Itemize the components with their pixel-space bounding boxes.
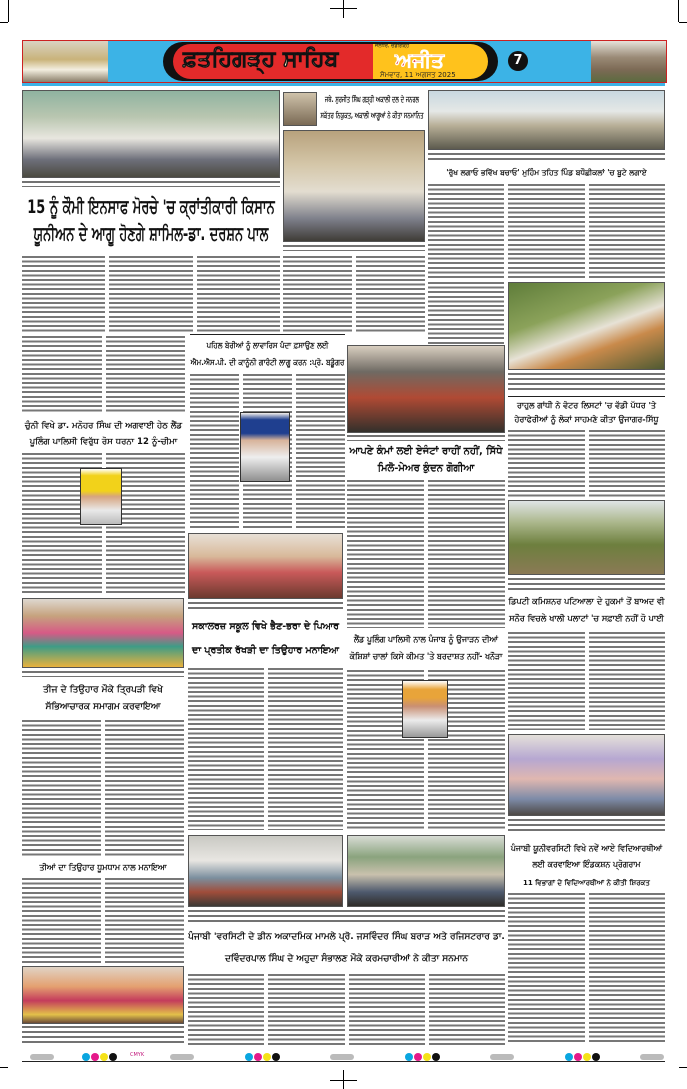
photo-caption — [283, 245, 425, 251]
crop-mark — [678, 0, 679, 22]
photo-caption — [188, 910, 505, 922]
text-column — [109, 256, 192, 334]
print-mark: CMYK — [130, 1052, 145, 1058]
yellow-dot — [263, 1053, 271, 1061]
felicitation-photo — [283, 130, 425, 242]
mayor-meeting-photo — [347, 345, 505, 433]
section-title: ਫ਼ਤਹਿਗੜ੍ਹ ਸਾਹਿਬ — [183, 47, 339, 72]
article-body — [347, 480, 505, 628]
text-column — [589, 184, 665, 280]
vacant-plot-photo — [508, 500, 665, 575]
print-bar — [330, 1054, 354, 1060]
tree-plantation-group-photo — [428, 90, 665, 150]
cyan-dot — [245, 1053, 253, 1061]
registrar-felicitation-photo — [347, 835, 505, 907]
crop-mark — [0, 1067, 8, 1068]
crop-mark — [0, 22, 8, 23]
cyan-dot — [405, 1053, 413, 1061]
portrait-photo — [283, 92, 317, 126]
print-bar — [490, 1054, 514, 1060]
text-column — [22, 336, 102, 414]
photo-caption — [22, 181, 280, 187]
text-column — [197, 256, 280, 334]
registration-mark — [343, 0, 344, 18]
article-body — [508, 632, 665, 730]
photo-caption — [22, 671, 184, 677]
text-column — [268, 974, 344, 1046]
masthead-tagline: ਜਲੰਧਰ, ਚੰਡੀਗੜ੍ਹ — [375, 43, 410, 49]
article-body — [428, 184, 665, 280]
text-column — [356, 256, 425, 332]
rakhi-stall-photo — [188, 533, 343, 599]
text-column — [589, 430, 666, 498]
text-column — [105, 878, 184, 964]
black-dot — [109, 1053, 117, 1061]
yellow-dot — [423, 1053, 431, 1061]
text-column — [283, 256, 352, 332]
planting-sapling-photo — [508, 282, 665, 370]
black-dot — [272, 1053, 280, 1061]
headline-teeyan: ਤੀਆਂ ਦਾ ਤਿਉਹਾਰ ਧੂਮਧਾਮ ਨਾਲ ਮਨਾਇਆ — [39, 863, 167, 872]
print-bar — [30, 1054, 54, 1060]
print-bar — [170, 1054, 194, 1060]
article-body — [22, 336, 185, 414]
text-column — [349, 974, 425, 1046]
divider — [508, 396, 665, 397]
photo-caption — [508, 819, 665, 831]
crop-mark — [679, 22, 687, 23]
headline-rukh: 'ਰੁੱਖ ਲਗਾਓ ਭਵਿੱਖ ਬਚਾਓ' ਮੁਹਿੰਮ ਤਹਿਤ ਪਿੰਡ ਬਧੌਛੀਕਲਾਂ 'ਚ ਬੂਟੇ ਲਗਾਏ — [446, 168, 647, 177]
university-award-photo — [508, 734, 665, 816]
magenta-dot — [254, 1053, 262, 1061]
teej-women-group-photo — [22, 598, 184, 668]
photo-caption — [188, 602, 343, 612]
text-column — [22, 256, 105, 334]
print-bar — [640, 1054, 664, 1060]
headline-teej: ਤੀਜ ਦੇ ਤਿਉਹਾਰ ਮੌਕੇ ਤ੍ਰਿਪੜੀ ਵਿਖੇ ਸੱਭਿਆਚਾਰਕ ਸਮਾਗਮ ਕਰਵਾਇਆ — [43, 685, 163, 712]
headline-chunni: ਚੁੰਨੀ ਵਿਖੇ ਡਾ. ਮਨੋਹਰ ਸਿੰਘ ਦੀ ਅਗਵਾਈ ਹੇਠ ਲੈਂਡ ਪੂਲਿੰਗ ਪਾਲਿਸੀ ਵਿਰੁੱਧ ਰੋਸ ਧਰਨਾ 12 ਨੂੰ-ਚੀਮਾ — [24, 421, 183, 447]
cyan-dot — [565, 1053, 573, 1061]
article-body — [188, 974, 505, 1046]
headline-badungar: ਪਹਿਲ ਬੇਰੀਆਂ ਨੂੰ ਲਾਵਾਰਿਸ ਪੰਦਾ ਫ਼ਸਾਉਣ ਲਈ ਐਮ.ਐਸ.ਪੀ. ਦੀ ਕਾਨੂੰਨੀ ਗਾਰੰਟੀ ਲਾਗੂ ਕਰਨ :ਪ੍ਰੋ. ਬਡੂੰਗਰ — [190, 341, 345, 367]
text-column — [106, 336, 186, 414]
text-column — [347, 480, 424, 628]
yellow-dot — [100, 1053, 108, 1061]
text-column — [190, 374, 239, 529]
dean-felicitation-photo — [188, 835, 343, 907]
masthead — [22, 40, 667, 83]
article-body — [22, 256, 280, 334]
text-column — [188, 974, 264, 1046]
black-dot — [592, 1053, 600, 1061]
article-body — [22, 720, 184, 858]
headline-dean: ਪੰਜਾਬੀ 'ਵਰਸਿਟੀ ਦੇ ਡੀਨ ਅਕਾਦਮਿਕ ਮਾਮਲੇ ਪ੍ਰੋ. ਜਸਵਿੰਦਰ ਸਿੰਘ ਬਰਾੜ ਅਤੇ ਰਜਿਸਟਰਾਰ ਡਾ. ਦਵਿੰਦਰਪਾਲ ਸਿੰਘ ਦੇ ਅਹੁਦਾ ਸੰਭਾਲਣ ਮੌਕੇ ਕਰਮਚਾਰੀਆਂ ਨੇ ਕੀਤਾ ਸਨਮਾਨ — [188, 932, 505, 964]
headline-landpooling: ਲੈਂਡ ਪੂਲਿੰਗ ਪਾਲਿਸੀ ਨਾਲ ਪੰਜਾਬ ਨੂੰ ਉਜਾੜਨ ਦੀਆਂ ਕੋਸ਼ਿਸ਼ਾਂ ਚਾਲਾਂ ਕਿਸੇ ਕੀਮਤ 'ਤੇ ਬਰਦਾਸ਼ਤ ਨਹੀਂ- ਖਨੌੜਾ — [349, 635, 503, 662]
newspaper-logo: ਅਜੀਤ — [395, 48, 445, 72]
gurdwara-photo — [23, 41, 108, 82]
cyan-dot — [82, 1053, 90, 1061]
photo-caption — [347, 435, 505, 441]
chimna-portrait — [80, 468, 122, 525]
photo-caption — [508, 578, 665, 590]
article-body — [188, 668, 343, 830]
issue-date: ਸੋਮਵਾਰ, 11 ਅਗਸਤ 2025 — [380, 71, 456, 79]
headline-induction: ਪੰਜਾਬੀ ਯੂਨੀਵਰਸਿਟੀ ਵਿਖੇ ਨਵੇਂ ਆਏ ਵਿਦਿਆਰਥੀਆਂ ਲਈ ਕਰਵਾਇਆ ਇੰਡਕਸ਼ਨ ਪ੍ਰੋਗਰਾਮ — [510, 844, 663, 870]
headline-dc: ਡਿਪਟੀ ਕਮਿਸ਼ਨਰ ਪਟਿਆਲਾ ਦੇ ਹੁਕਮਾਂ ਤੋਂ ਬਾਅਦ ਵੀ ਸਨੌਰ ਵਿਚਲੇ ਖਾਲੀ ਪਲਾਟਾਂ 'ਚ ਸਫ਼ਾਈ ਨਹੀਂ ਹੋ ਪਾਈ — [508, 597, 665, 624]
magenta-dot — [574, 1053, 582, 1061]
prof-badungar-portrait — [240, 412, 290, 482]
headline-kisan: 15 ਨੂੰ ਕੌਮੀ ਇਨਸਾਫ ਮੋਰਚੇ 'ਚ ਕ੍ਰਾਂਤੀਕਾਰੀ ਕਿਸਾਨ ਯੂਨੀਅਨ ਦੇ ਆਗੂ ਹੋਣਗੇ ਸ਼ਾਮਿਲ-ਡਾ. ਦਰਸ਼ਨ ਪਾਲ — [27, 196, 275, 245]
text-column — [589, 893, 666, 1045]
masthead-rule — [22, 83, 665, 86]
page-number: 7 — [508, 51, 528, 71]
crop-mark — [679, 1067, 687, 1068]
text-column — [589, 632, 666, 730]
registration-mark — [343, 1070, 344, 1089]
yellow-dot — [583, 1053, 591, 1061]
kisan-union-photo — [22, 90, 280, 178]
photo-caption — [508, 373, 665, 393]
footer-rule — [22, 1061, 665, 1062]
khanaura-portrait — [402, 680, 448, 738]
text-column — [508, 632, 585, 730]
monument-photo — [591, 41, 666, 82]
text-column — [105, 720, 184, 858]
text-column — [188, 668, 264, 830]
subheadline-induction: 11 ਵਿਭਾਗਾਂ ਦੇ ਵਿਦਿਆਰਥੀਆਂ ਨੇ ਕੀਤੀ ਸ਼ਿਰਕਤ — [523, 879, 650, 887]
divider — [190, 334, 345, 335]
text-column — [296, 374, 345, 529]
black-dot — [432, 1053, 440, 1061]
photo-caption — [22, 1026, 184, 1046]
text-column — [508, 184, 584, 280]
headline-mayor: ਆਪਣੇ ਕੰਮਾਂ ਲਈ ਏਜੰਟਾਂ ਰਾਹੀਂ ਨਹੀਂ, ਸਿੱਧੇ ਮਿਲੋ-ਮੇਅਰ ਕੁੰਦਨ ਗੋਗੀਆ — [349, 446, 503, 474]
headline-garhi: ਜਥੇ. ਸੁਰਜੀਤ ਸਿੰਘ ਗੜ੍ਹੀ ਅਕਾਲੀ ਦਲ ਦੇ ਜਨਰਲ ਸਕੱਤਰ ਨਿਯੁਕਤ, ਅਕਾਲੀ ਆਗੂਆਂ ਨੇ ਕੀਤਾ ਸਨਮਾਨਿਤ — [320, 95, 424, 120]
article-body — [22, 878, 184, 964]
article-body — [508, 430, 665, 498]
text-column — [428, 480, 505, 628]
magenta-dot — [414, 1053, 422, 1061]
text-column — [22, 720, 101, 858]
article-body — [283, 256, 425, 332]
text-column — [22, 878, 101, 964]
article-body — [508, 893, 665, 1045]
crop-mark — [8, 0, 9, 22]
text-column — [508, 893, 585, 1045]
text-column — [268, 668, 344, 830]
teeyan-celebration-photo — [22, 966, 184, 1024]
photo-caption — [428, 153, 665, 163]
text-column — [429, 974, 505, 1046]
headline-scholars: ਸਕਾਲਰਜ਼ ਸਕੂਲ ਵਿਖੇ ਭੈਣ-ਭਰਾ ਦੇ ਪਿਆਰ ਦਾ ਪ੍ਰਤੀਕ ਰੱਖੜੀ ਦਾ ਤਿਉਹਾਰ ਮਨਾਇਆ — [192, 621, 339, 656]
magenta-dot — [91, 1053, 99, 1061]
text-column — [428, 184, 504, 280]
text-column — [508, 430, 585, 498]
headline-rahul: ਰਾਹੁਲ ਗਾਂਧੀ ਨੇ ਵੋਟਰ ਲਿਸਟਾਂ 'ਚ ਵੱਡੀ ਪੱਧਰ 'ਤੇ ਹੇਰਾਫੇਰੀਆਂ ਨੂੰ ਲੋਕਾਂ ਸਾਹਮਣੇ ਕੀਤਾ ਉਜਾਗਰ-ਸਿੱਧੂ — [514, 401, 659, 424]
